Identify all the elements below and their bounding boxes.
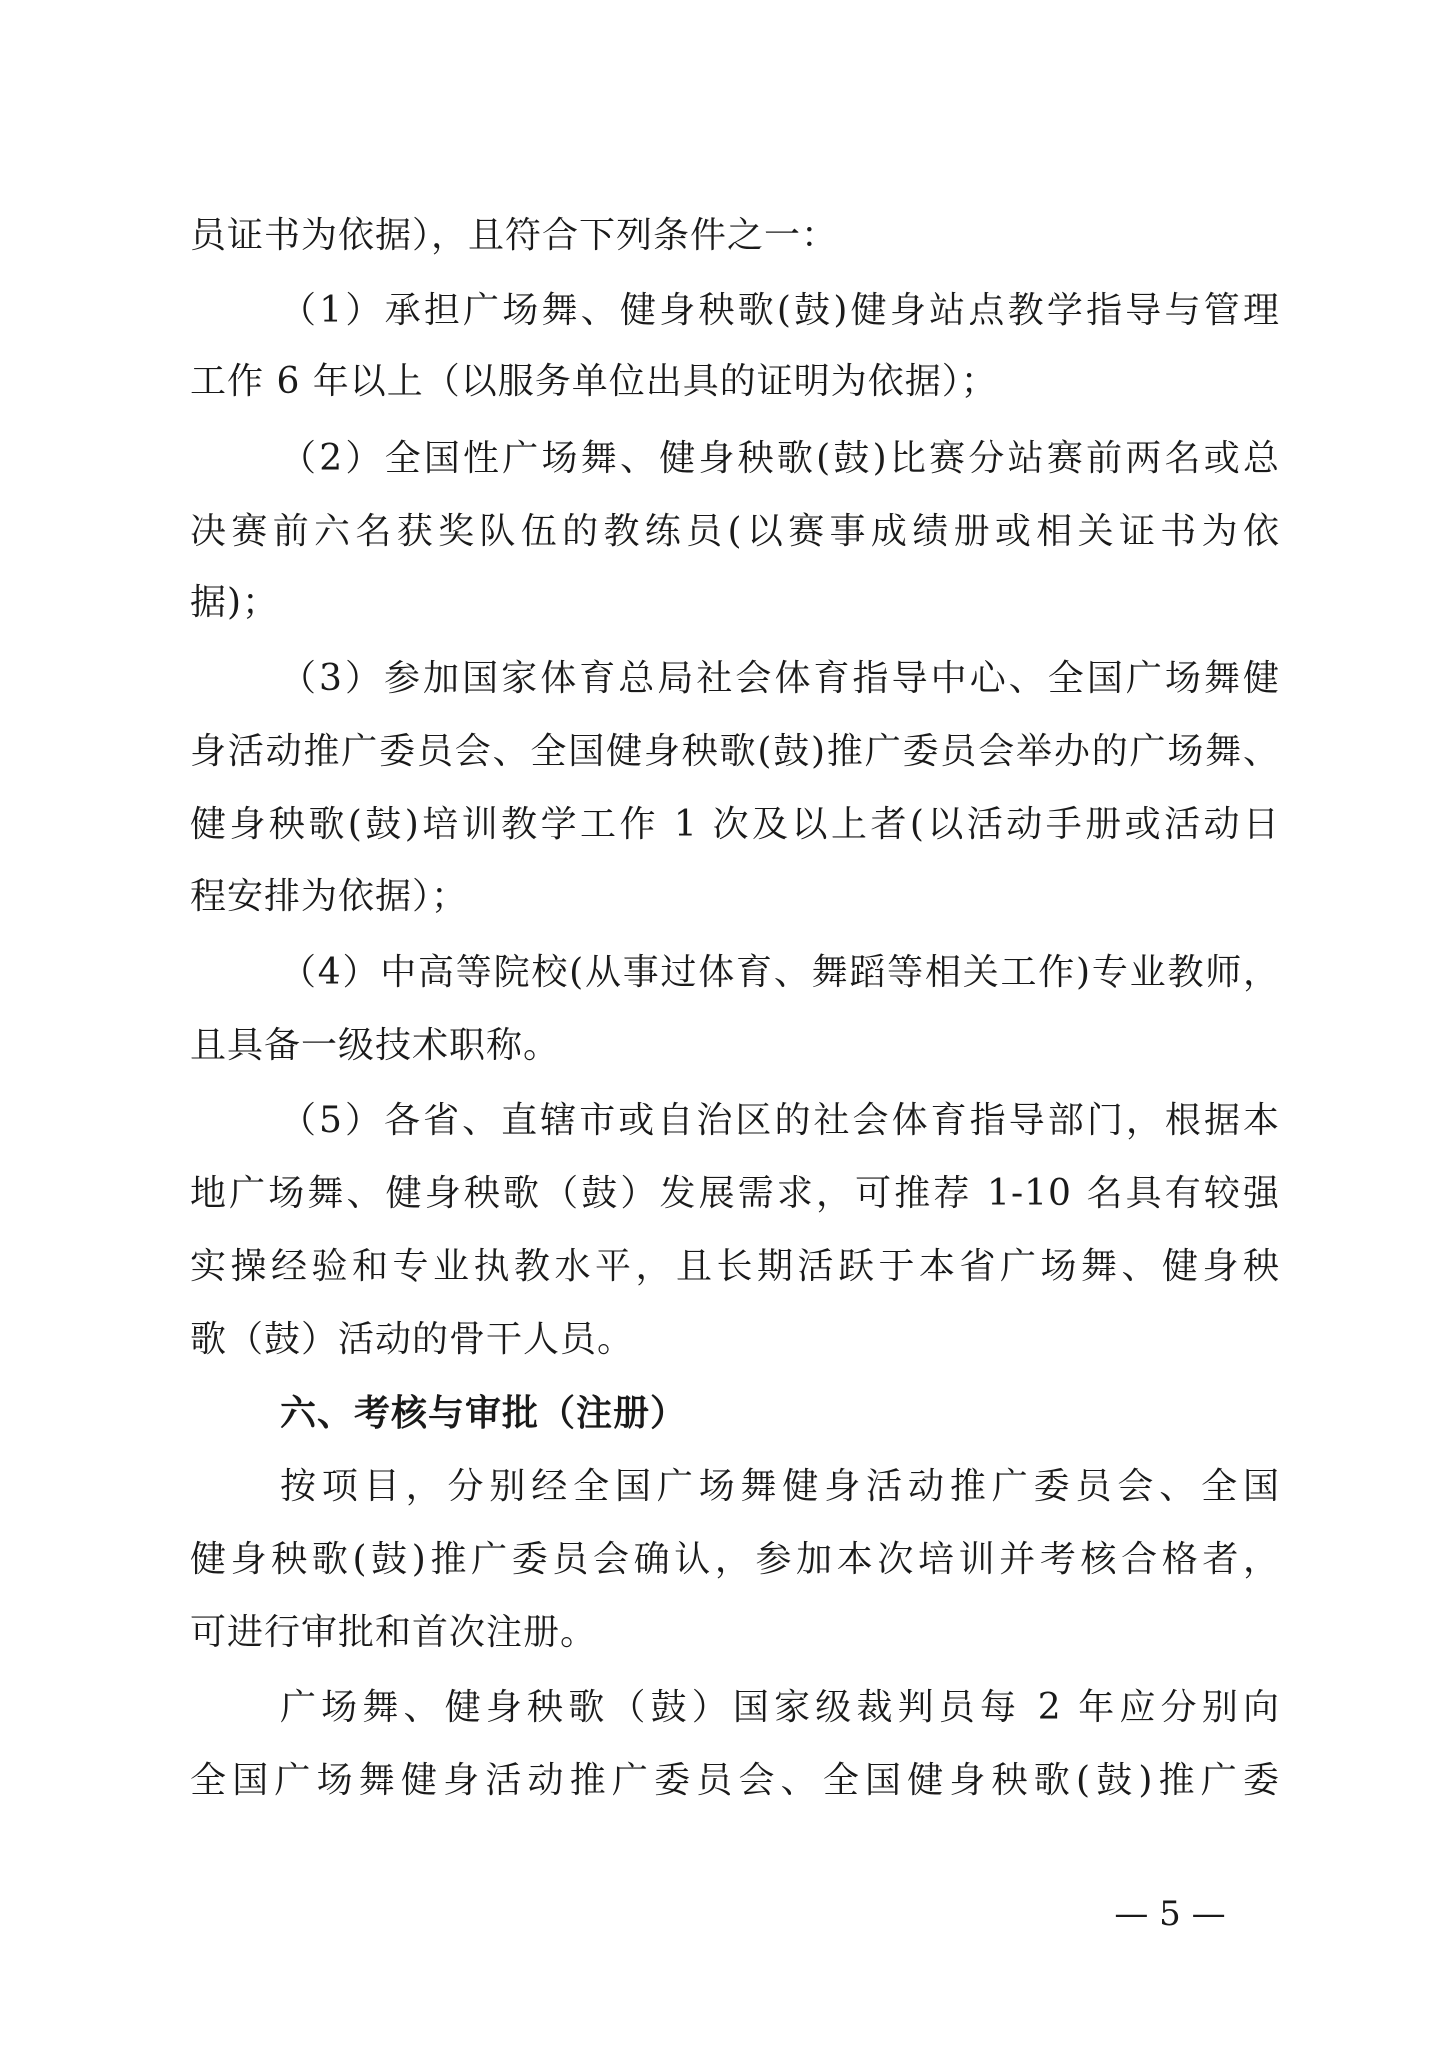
- text-line: 歌（鼓）活动的骨干人员。: [190, 1319, 635, 1360]
- text-line: 实操经验和专业执教水平，且长期活跃于本省广场舞、健身秧: [190, 1246, 1280, 1287]
- text-line: 决赛前六名获奖队伍的教练员(以赛事成绩册或相关证书为依: [190, 511, 1280, 552]
- section-heading: 六、考核与审批（注册）: [280, 1393, 688, 1434]
- text-line: 健身秧歌(鼓)培训教学工作 1 次及以上者(以活动手册或活动日: [190, 804, 1280, 845]
- text-line: 工作 6 年以上（以服务单位出具的证明为依据）；: [190, 361, 998, 402]
- text-line: 广场舞、健身秧歌（鼓）国家级裁判员每 2 年应分别向: [280, 1687, 1280, 1728]
- text-line: 可进行审批和首次注册。: [190, 1612, 598, 1653]
- text-line: （4）中高等院校(从事过体育、舞蹈等相关工作)专业教师，: [280, 952, 1280, 993]
- text-line: （2）全国性广场舞、健身秧歌(鼓)比赛分站赛前两名或总: [280, 438, 1280, 479]
- text-line: 程安排为依据）；: [190, 876, 469, 917]
- text-line: 全国广场舞健身活动推广委员会、全国健身秧歌(鼓)推广委: [190, 1760, 1280, 1801]
- text-line: 员证书为依据），且符合下列条件之一：: [190, 215, 839, 256]
- page-number: — 5 —: [1114, 1894, 1226, 1934]
- text-line: 地广场舞、健身秧歌（鼓）发展需求，可推荐 1-10 名具有较强: [190, 1173, 1280, 1214]
- text-line: 健身秧歌(鼓)推广委员会确认，参加本次培训并考核合格者，: [190, 1539, 1280, 1580]
- text-line: 据)；: [190, 582, 280, 623]
- text-line: 按项目，分别经全国广场舞健身活动推广委员会、全国: [280, 1466, 1280, 1507]
- text-line: （5）各省、直辖市或自治区的社会体育指导部门，根据本: [280, 1100, 1280, 1141]
- text-line: 且具备一级技术职称。: [190, 1025, 561, 1066]
- text-line: 身活动推广委员会、全国健身秧歌(鼓)推广委员会举办的广场舞、: [190, 731, 1280, 772]
- text-line: （3）参加国家体育总局社会体育指导中心、全国广场舞健: [280, 658, 1280, 699]
- text-line: （1）承担广场舞、健身秧歌(鼓)健身站点教学指导与管理: [280, 290, 1280, 331]
